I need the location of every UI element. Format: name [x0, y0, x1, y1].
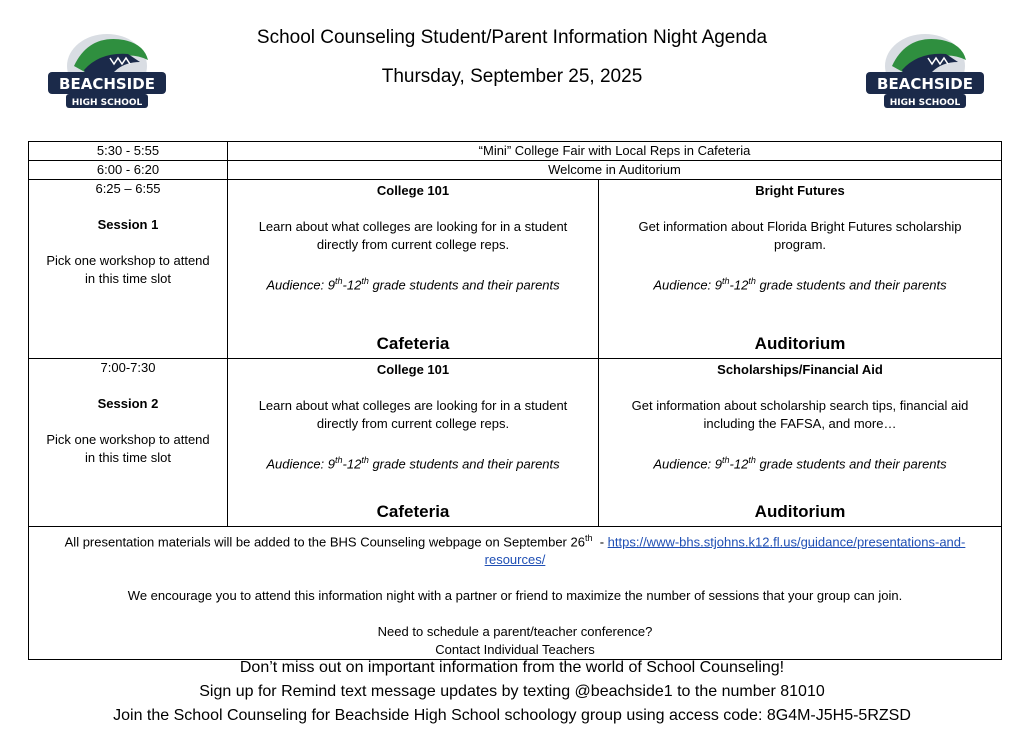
workshop-location: Cafeteria [376, 502, 450, 521]
footer-line: Sign up for Remind text message updates by texting @beachside1 to the number 81010 [199, 683, 825, 700]
workshop-description [236, 218, 590, 254]
svg-text:HIGH SCHOOL: HIGH SCHOOL [889, 98, 961, 108]
description-line: including the FAFSA, and more… [703, 416, 897, 431]
audience-sup: th [335, 276, 343, 286]
encourage-note: We encourage you to attend this information night with a partner or friend to maximize the number of sessions that your group can join. [127, 588, 903, 604]
workshop-description [236, 397, 590, 433]
session-time: 7:00-7:30 [100, 360, 156, 375]
footer-line: Don’t miss out on important information from the world of School Counseling! [239, 659, 785, 676]
description-line: program. [773, 237, 827, 252]
session-info-cell [29, 180, 228, 359]
audience-text: Audience: 9 [266, 277, 336, 293]
workshop-audience [607, 272, 993, 294]
session-time: 6:25 – 6:55 [95, 181, 161, 196]
audience-text: -12 [729, 456, 749, 472]
audience-sup: th [361, 455, 369, 465]
page-title: School Counseling Student/Parent Information Night Agenda [256, 27, 768, 48]
audience-sup: th [361, 276, 369, 286]
session-instruction: in this time slot [85, 450, 171, 465]
description-line: Learn about what colleges are looking for in a student [258, 398, 568, 413]
audience-text: Audience: 9 [653, 277, 723, 293]
audience-text: -12 [342, 277, 362, 293]
audience-text: -12 [342, 456, 362, 472]
notes-row [29, 527, 1002, 660]
activity-cell: Welcome in Auditorium [228, 161, 1002, 180]
table-row [29, 142, 1002, 161]
workshop-audience [236, 272, 590, 294]
audience-sup: th [748, 276, 756, 286]
audience-sup: th [748, 455, 756, 465]
description-line: directly from current college reps. [316, 416, 510, 431]
session-instruction: Pick one workshop to attend [46, 432, 210, 447]
audience-text: Audience: 9 [266, 456, 336, 472]
audience-text: Audience: 9 [653, 456, 723, 472]
conference-note: Need to schedule a parent/teacher conference? [377, 624, 653, 640]
notes-cell [29, 527, 1002, 660]
svg-text:BEACHSIDE: BEACHSIDE [877, 75, 973, 93]
description-line: directly from current college reps. [316, 237, 510, 252]
audience-text: grade students and their parents [368, 277, 560, 293]
workshop-cell [228, 180, 599, 359]
workshop-description [607, 397, 993, 433]
table-row [29, 161, 1002, 180]
audience-text: grade students and their parents [755, 456, 947, 472]
svg-text:HIGH SCHOOL: HIGH SCHOOL [71, 98, 143, 108]
description-line: Get information about scholarship search tips, financial aid [631, 398, 969, 413]
workshop-audience [236, 451, 590, 473]
materials-sup: th [584, 533, 593, 543]
session-info-cell [29, 359, 228, 527]
session-row [29, 180, 1002, 359]
session-label: Session 2 [97, 396, 159, 411]
session-row [29, 359, 1002, 527]
workshop-location: Cafeteria [376, 334, 450, 353]
event-date: Thursday, September 25, 2025 [381, 66, 643, 87]
materials-dash: - [592, 534, 608, 550]
workshop-title: College 101 [376, 362, 450, 377]
session-instruction: Pick one workshop to attend [46, 253, 210, 268]
workshop-location: Auditorium [754, 334, 846, 353]
description-line: Get information about Florida Bright Futures scholarship [638, 219, 962, 234]
workshop-audience [607, 451, 993, 473]
time-cell: 5:30 - 5:55 [29, 142, 228, 161]
workshop-title: Bright Futures [755, 183, 845, 198]
workshop-title: College 101 [376, 183, 450, 198]
audience-sup: th [335, 455, 343, 465]
workshop-title: Scholarships/Financial Aid [717, 362, 883, 377]
footer-line: Join the School Counseling for Beachside High School schoology group using access code: 8G4M-J5H5-5RZSD [113, 707, 911, 724]
svg-text:BEACHSIDE: BEACHSIDE [59, 75, 155, 93]
workshop-cell [228, 359, 599, 527]
audience-text: grade students and their parents [368, 456, 560, 472]
audience-sup: th [722, 276, 730, 286]
materials-note [59, 529, 971, 569]
audience-sup: th [722, 455, 730, 465]
session-label: Session 1 [97, 217, 159, 232]
agenda-table [28, 141, 1002, 660]
workshop-cell [599, 180, 1002, 359]
workshop-description [607, 218, 993, 254]
session-instruction: in this time slot [85, 271, 171, 286]
audience-text: grade students and their parents [755, 277, 947, 293]
materials-text: All presentation materials will be added to the BHS Counseling webpage on September 26 [64, 534, 585, 550]
time-cell: 6:00 - 6:20 [29, 161, 228, 180]
activity-cell: “Mini” College Fair with Local Reps in Cafeteria [228, 142, 1002, 161]
description-line: Learn about what colleges are looking for in a student [258, 219, 568, 234]
workshop-cell [599, 359, 1002, 527]
conference-contact: Contact Individual Teachers [435, 642, 595, 658]
workshop-location: Auditorium [754, 502, 846, 521]
audience-text: -12 [729, 277, 749, 293]
resources-link[interactable]: https://www-bhs.stjohns.k12.fl.us/guidance/presentations-and-resources/ [484, 534, 966, 568]
